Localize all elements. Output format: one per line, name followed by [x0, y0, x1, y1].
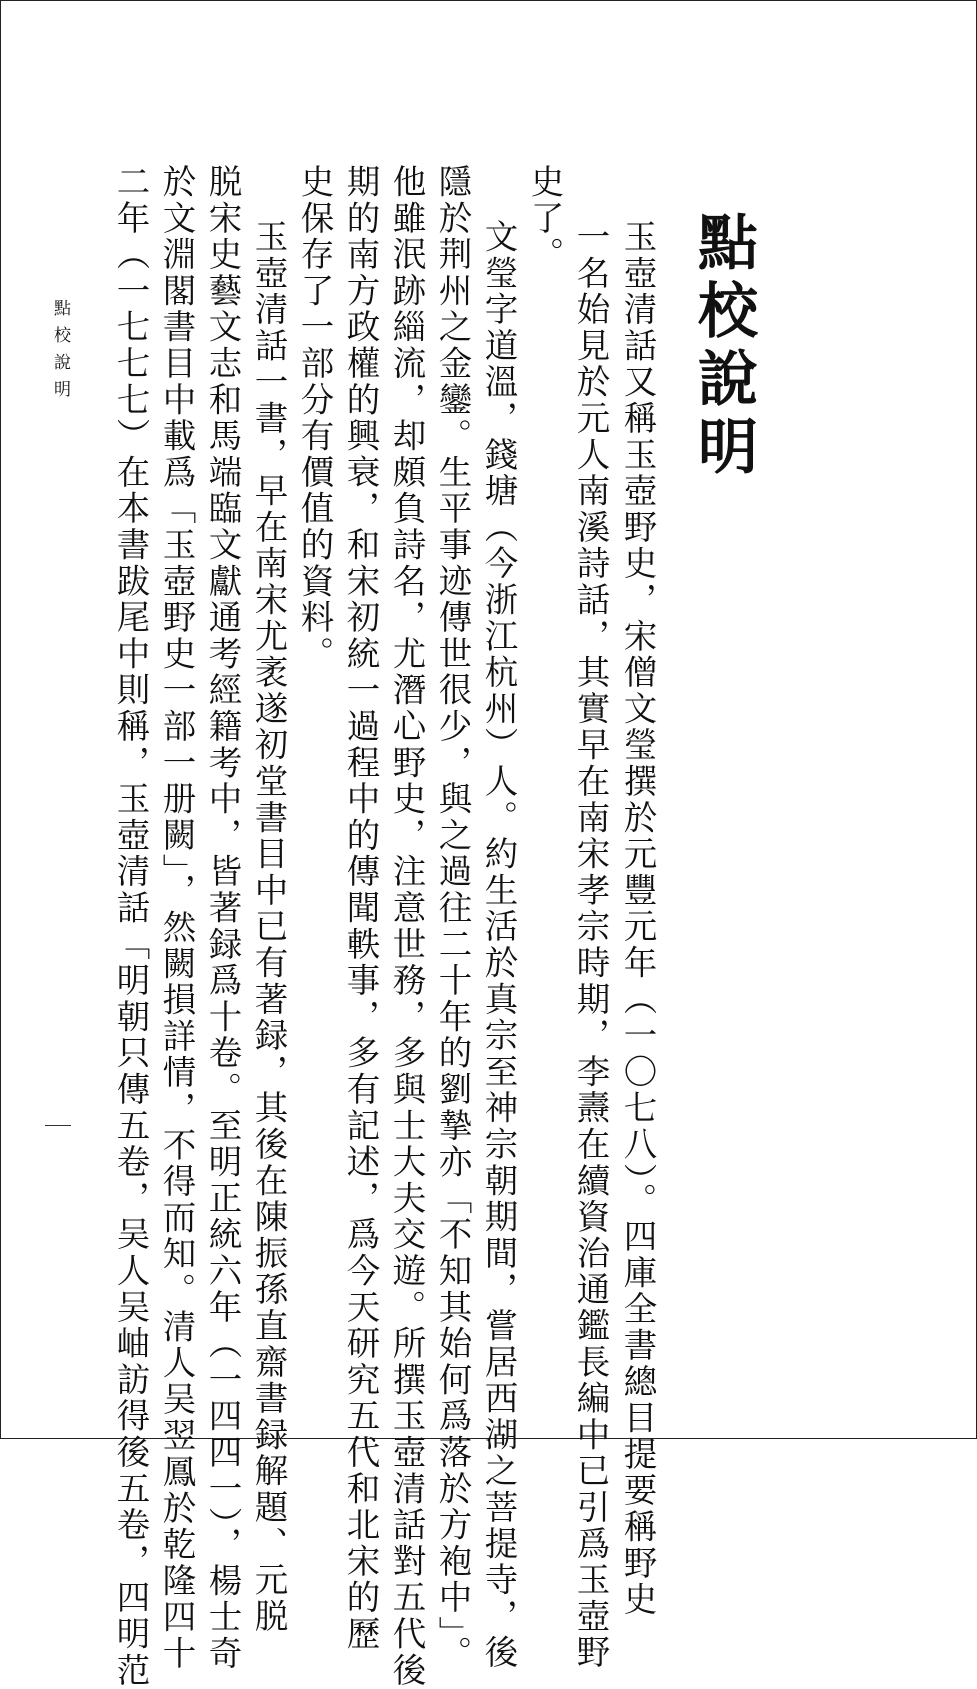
- text-column-11: 於文淵閣書目中載爲「玉壺野史一部一册闕」，然闕損詳情，不得而知。清人吴翌鳳於乾隆四十: [157, 164, 196, 1672]
- text-column-12: 二年（一七七七）在本書跋尾中則稱，玉壺清話「明朝只傳五卷，吴人吴岫訪得後五卷，四明范: [111, 164, 150, 1689]
- text-column-3: 史了。: [525, 164, 564, 273]
- running-head: 點校說明: [50, 299, 70, 407]
- text-column-8: 史保存了一部分有價值的資料。: [295, 164, 334, 673]
- text-column-2: 一名始見於元人南溪詩話，其實早在南宋孝宗時期，李燾在續資治通鑑長編中已引爲玉壺野: [571, 219, 610, 1671]
- text-column-4: 文瑩字道溫，錢塘（今浙江杭州）人。約生活於真宗至神宗朝期間，嘗居西湖之菩提寺，後: [479, 219, 518, 1671]
- text-column-10: 脱宋史藝文志和馬端臨文獻通考經籍考中，皆著録爲十卷。至明正統六年（一四四一），楊士奇: [203, 164, 242, 1672]
- text-column-1: 玉壺清話又稱玉壺野史，宋僧文瑩撰於元豐元年（一〇七八）。四庫全書總目提要稱野史: [618, 219, 657, 1618]
- page-title: 點校說明: [688, 211, 758, 483]
- text-column-6: 他雖泯跡緇流，却頗負詩名，尤潛心野史，注意世務，多與士大夫交遊。所撰玉壺清話對五代後: [387, 164, 426, 1689]
- page-number: [45, 1125, 71, 1126]
- text-column-7: 期的南方政權的興衰，和宋初統一過程中的傳聞軼事，多有記述，爲今天研究五代和北宋的歷: [341, 164, 380, 1653]
- text-column-5: 隱於荆州之金鑾。生平事迹傳世很少，與之過往二十年的劉摯亦「不知其始何爲落於方袍中」。: [433, 164, 472, 1672]
- text-column-9: 玉壺清話一書，早在南宋尤袤遂初堂書目中已有著録，其後在陳振孫直齋書録解題、元脱: [249, 219, 288, 1635]
